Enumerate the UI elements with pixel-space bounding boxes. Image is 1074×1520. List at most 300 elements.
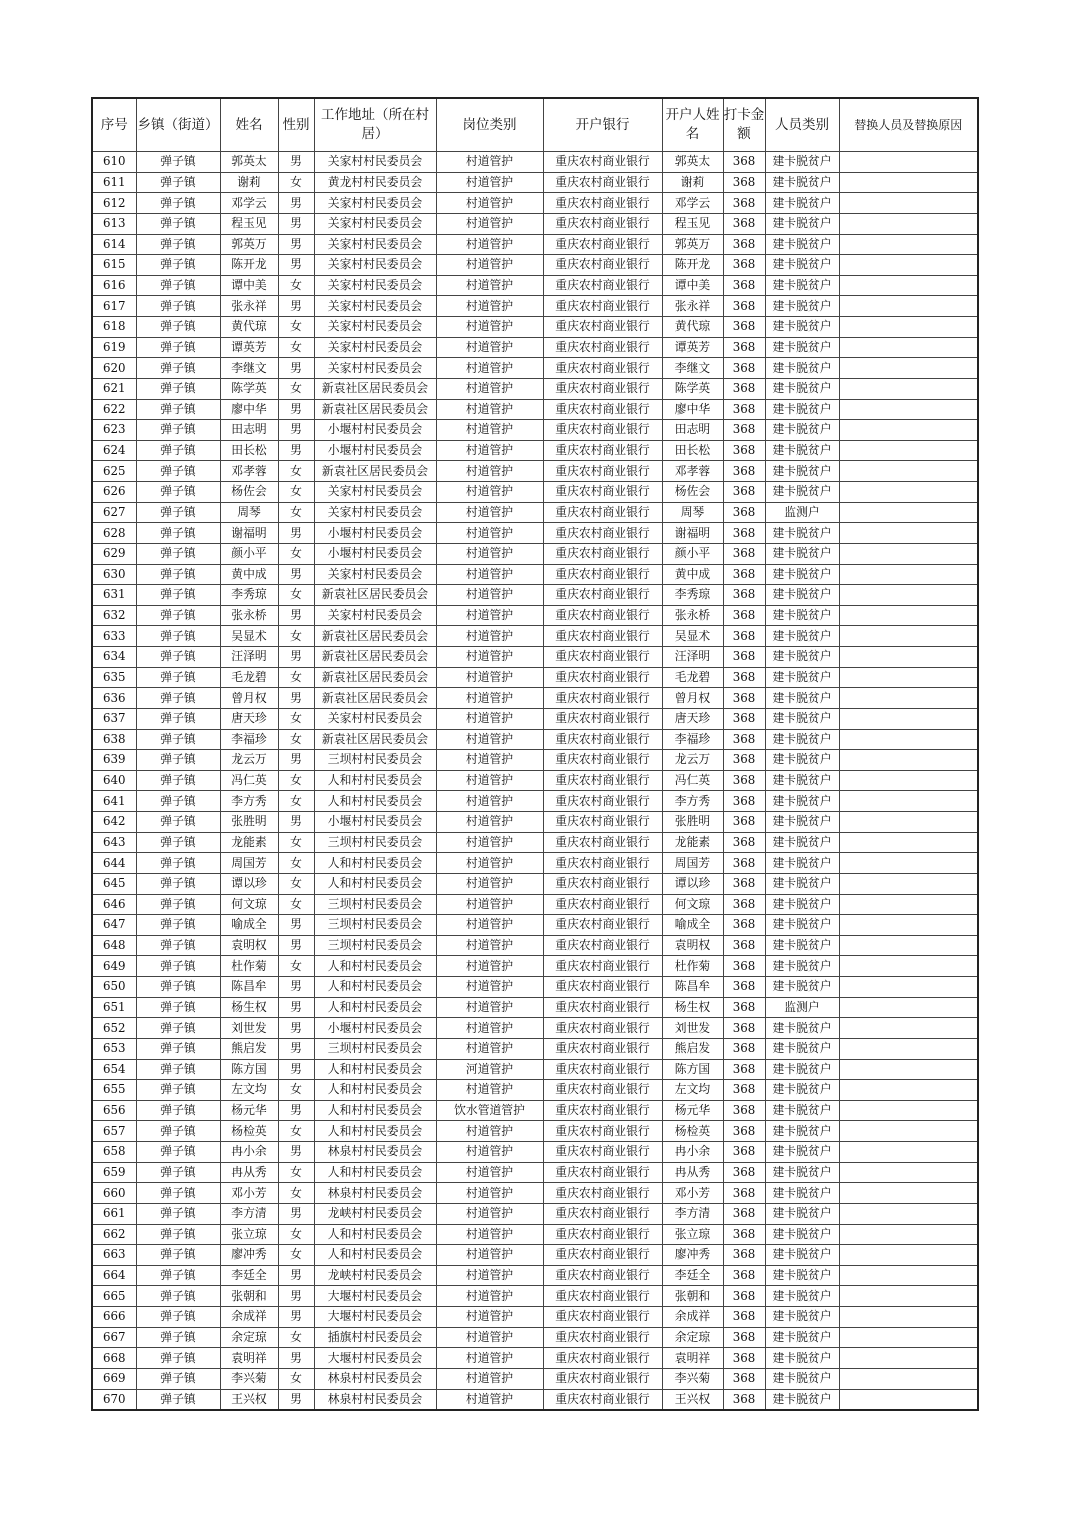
cell-index: 670 <box>92 1389 136 1410</box>
table-row <box>92 770 978 791</box>
cell-replacement <box>839 605 978 626</box>
cell-name: 杜作菊 <box>220 956 278 977</box>
cell-account-holder: 冉从秀 <box>662 1162 723 1183</box>
cell-post-type: 村道管护 <box>436 213 543 234</box>
cell-name: 颜小平 <box>220 543 278 564</box>
cell-account-holder: 杜作菊 <box>662 956 723 977</box>
cell-account-holder: 颜小平 <box>662 543 723 564</box>
cell-bank: 重庆农村商业银行 <box>543 1245 662 1266</box>
cell-address: 人和村村民委员会 <box>314 1224 436 1245</box>
cell-town: 弹子镇 <box>136 894 220 915</box>
cell-town: 弹子镇 <box>136 873 220 894</box>
cell-gender: 女 <box>278 543 314 564</box>
cell-town: 弹子镇 <box>136 1203 220 1224</box>
cell-post-type: 村道管护 <box>436 605 543 626</box>
cell-amount: 368 <box>723 1100 765 1121</box>
cell-category: 建卡脱贫户 <box>765 399 839 420</box>
cell-bank: 重庆农村商业银行 <box>543 1286 662 1307</box>
cell-category: 建卡脱贫户 <box>765 956 839 977</box>
cell-category: 建卡脱贫户 <box>765 337 839 358</box>
cell-town: 弹子镇 <box>136 152 220 173</box>
cell-town: 弹子镇 <box>136 915 220 936</box>
cell-town: 弹子镇 <box>136 708 220 729</box>
cell-bank: 重庆农村商业银行 <box>543 523 662 544</box>
cell-address: 人和村村民委员会 <box>314 873 436 894</box>
cell-bank: 重庆农村商业银行 <box>543 1100 662 1121</box>
cell-category: 建卡脱贫户 <box>765 378 839 399</box>
cell-account-holder: 张朝和 <box>662 1286 723 1307</box>
table-row <box>92 440 978 461</box>
cell-bank: 重庆农村商业银行 <box>543 667 662 688</box>
cell-category: 建卡脱贫户 <box>765 213 839 234</box>
cell-index: 613 <box>92 213 136 234</box>
cell-bank: 重庆农村商业银行 <box>543 482 662 503</box>
cell-bank: 重庆农村商业银行 <box>543 358 662 379</box>
cell-bank: 重庆农村商业银行 <box>543 915 662 936</box>
cell-amount: 368 <box>723 1286 765 1307</box>
cell-town: 弹子镇 <box>136 1368 220 1389</box>
cell-category: 建卡脱贫户 <box>765 977 839 998</box>
cell-replacement <box>839 317 978 338</box>
cell-gender: 男 <box>278 213 314 234</box>
cell-index: 642 <box>92 812 136 833</box>
table-row <box>92 915 978 936</box>
cell-post-type: 村道管护 <box>436 358 543 379</box>
cell-name: 汪泽明 <box>220 647 278 668</box>
cell-bank: 重庆农村商业银行 <box>543 770 662 791</box>
table-row <box>92 482 978 503</box>
cell-amount: 368 <box>723 296 765 317</box>
col-header-replacement: 替换人员及替换原因 <box>839 98 978 152</box>
cell-account-holder: 杨元华 <box>662 1100 723 1121</box>
cell-town: 弹子镇 <box>136 647 220 668</box>
cell-post-type: 村道管护 <box>436 440 543 461</box>
cell-address: 关家村村民委员会 <box>314 234 436 255</box>
cell-post-type: 村道管护 <box>436 1389 543 1410</box>
cell-post-type: 村道管护 <box>436 791 543 812</box>
cell-account-holder: 喻成全 <box>662 915 723 936</box>
cell-address: 关家村村民委员会 <box>314 564 436 585</box>
cell-town: 弹子镇 <box>136 1080 220 1101</box>
cell-gender: 男 <box>278 605 314 626</box>
cell-amount: 368 <box>723 523 765 544</box>
cell-address: 新袁社区居民委员会 <box>314 399 436 420</box>
cell-post-type: 村道管护 <box>436 585 543 606</box>
cell-name: 黄中成 <box>220 564 278 585</box>
cell-amount: 368 <box>723 832 765 853</box>
cell-name: 毛龙碧 <box>220 667 278 688</box>
cell-replacement <box>839 1224 978 1245</box>
cell-index: 659 <box>92 1162 136 1183</box>
col-header-post-type: 岗位类别 <box>436 98 543 152</box>
cell-index: 652 <box>92 1018 136 1039</box>
cell-amount: 368 <box>723 605 765 626</box>
cell-post-type: 村道管护 <box>436 420 543 441</box>
cell-town: 弹子镇 <box>136 853 220 874</box>
table-row <box>92 461 978 482</box>
cell-town: 弹子镇 <box>136 1224 220 1245</box>
cell-address: 关家村村民委员会 <box>314 708 436 729</box>
cell-amount: 368 <box>723 853 765 874</box>
cell-index: 654 <box>92 1059 136 1080</box>
cell-account-holder: 李廷全 <box>662 1265 723 1286</box>
cell-post-type: 村道管护 <box>436 647 543 668</box>
cell-address: 关家村村民委员会 <box>314 275 436 296</box>
cell-account-holder: 冯仁英 <box>662 770 723 791</box>
cell-category: 建卡脱贫户 <box>765 1224 839 1245</box>
cell-category: 建卡脱贫户 <box>765 1100 839 1121</box>
cell-category: 建卡脱贫户 <box>765 523 839 544</box>
col-header-bank: 开户银行 <box>543 98 662 152</box>
cell-amount: 368 <box>723 1245 765 1266</box>
cell-address: 人和村村民委员会 <box>314 1080 436 1101</box>
cell-bank: 重庆农村商业银行 <box>543 1183 662 1204</box>
cell-amount: 368 <box>723 358 765 379</box>
cell-category: 建卡脱贫户 <box>765 152 839 173</box>
cell-name: 廖冲秀 <box>220 1245 278 1266</box>
cell-index: 667 <box>92 1327 136 1348</box>
cell-account-holder: 张永祥 <box>662 296 723 317</box>
cell-name: 陈昌牟 <box>220 977 278 998</box>
cell-town: 弹子镇 <box>136 564 220 585</box>
cell-replacement <box>839 915 978 936</box>
cell-gender: 男 <box>278 255 314 276</box>
col-header-index: 序号 <box>92 98 136 152</box>
cell-gender: 女 <box>278 1121 314 1142</box>
cell-replacement <box>839 461 978 482</box>
cell-address: 人和村村民委员会 <box>314 1162 436 1183</box>
col-header-gender: 性别 <box>278 98 314 152</box>
cell-gender: 男 <box>278 1389 314 1410</box>
cell-category: 建卡脱贫户 <box>765 193 839 214</box>
cell-post-type: 村道管护 <box>436 543 543 564</box>
cell-address: 人和村村民委员会 <box>314 1059 436 1080</box>
cell-index: 629 <box>92 543 136 564</box>
cell-name: 熊启发 <box>220 1038 278 1059</box>
cell-category: 监测户 <box>765 502 839 523</box>
cell-bank: 重庆农村商业银行 <box>543 935 662 956</box>
table-row <box>92 626 978 647</box>
cell-bank: 重庆农村商业银行 <box>543 275 662 296</box>
cell-amount: 368 <box>723 1224 765 1245</box>
cell-post-type: 河道管护 <box>436 1059 543 1080</box>
cell-replacement <box>839 1265 978 1286</box>
table-row <box>92 1286 978 1307</box>
cell-category: 建卡脱贫户 <box>765 420 839 441</box>
cell-amount: 368 <box>723 956 765 977</box>
cell-bank: 重庆农村商业银行 <box>543 832 662 853</box>
cell-replacement <box>839 1038 978 1059</box>
cell-address: 新袁社区居民委员会 <box>314 585 436 606</box>
col-header-address: 工作地址（所在村居） <box>314 98 436 152</box>
cell-post-type: 村道管护 <box>436 770 543 791</box>
cell-replacement <box>839 1018 978 1039</box>
cell-name: 冯仁英 <box>220 770 278 791</box>
cell-name: 周国芳 <box>220 853 278 874</box>
cell-address: 三坝村村民委员会 <box>314 894 436 915</box>
cell-post-type: 村道管护 <box>436 1265 543 1286</box>
cell-post-type: 村道管护 <box>436 1162 543 1183</box>
table-row <box>92 234 978 255</box>
cell-amount: 368 <box>723 977 765 998</box>
cell-address: 人和村村民委员会 <box>314 956 436 977</box>
cell-account-holder: 黄中成 <box>662 564 723 585</box>
cell-address: 人和村村民委员会 <box>314 1100 436 1121</box>
cell-gender: 男 <box>278 812 314 833</box>
cell-account-holder: 邓学云 <box>662 193 723 214</box>
cell-address: 小堰村村民委员会 <box>314 543 436 564</box>
cell-replacement <box>839 502 978 523</box>
cell-bank: 重庆农村商业银行 <box>543 853 662 874</box>
cell-amount: 368 <box>723 647 765 668</box>
cell-post-type: 村道管护 <box>436 1286 543 1307</box>
cell-address: 人和村村民委员会 <box>314 853 436 874</box>
cell-index: 644 <box>92 853 136 874</box>
cell-replacement <box>839 1183 978 1204</box>
cell-amount: 368 <box>723 1183 765 1204</box>
cell-post-type: 村道管护 <box>436 1307 543 1328</box>
cell-category: 建卡脱贫户 <box>765 275 839 296</box>
cell-category: 建卡脱贫户 <box>765 440 839 461</box>
cell-town: 弹子镇 <box>136 1100 220 1121</box>
table-row <box>92 1059 978 1080</box>
cell-replacement <box>839 832 978 853</box>
cell-town: 弹子镇 <box>136 317 220 338</box>
table-row <box>92 1348 978 1369</box>
cell-amount: 368 <box>723 791 765 812</box>
cell-address: 关家村村民委员会 <box>314 358 436 379</box>
cell-replacement <box>839 543 978 564</box>
table-row <box>92 275 978 296</box>
cell-account-holder: 王兴权 <box>662 1389 723 1410</box>
cell-index: 615 <box>92 255 136 276</box>
cell-post-type: 村道管护 <box>436 234 543 255</box>
cell-gender: 女 <box>278 708 314 729</box>
cell-town: 弹子镇 <box>136 688 220 709</box>
table-row <box>92 605 978 626</box>
cell-gender: 女 <box>278 275 314 296</box>
cell-name: 唐天珍 <box>220 708 278 729</box>
table-row <box>92 1368 978 1389</box>
cell-bank: 重庆农村商业银行 <box>543 378 662 399</box>
cell-address: 三坝村村民委员会 <box>314 935 436 956</box>
cell-post-type: 村道管护 <box>436 337 543 358</box>
cell-address: 新袁社区居民委员会 <box>314 688 436 709</box>
cell-town: 弹子镇 <box>136 1038 220 1059</box>
table-row <box>92 543 978 564</box>
table-row <box>92 997 978 1018</box>
cell-name: 陈开龙 <box>220 255 278 276</box>
cell-amount: 368 <box>723 234 765 255</box>
table-row <box>92 1142 978 1163</box>
table-row <box>92 523 978 544</box>
cell-replacement <box>839 853 978 874</box>
table-row <box>92 1389 978 1410</box>
cell-gender: 男 <box>278 399 314 420</box>
cell-post-type: 村道管护 <box>436 1038 543 1059</box>
cell-replacement <box>839 1059 978 1080</box>
cell-town: 弹子镇 <box>136 812 220 833</box>
cell-amount: 368 <box>723 1389 765 1410</box>
cell-gender: 女 <box>278 1183 314 1204</box>
cell-category: 建卡脱贫户 <box>765 812 839 833</box>
cell-gender: 男 <box>278 234 314 255</box>
cell-index: 666 <box>92 1307 136 1328</box>
cell-name: 谭中美 <box>220 275 278 296</box>
cell-account-holder: 田志明 <box>662 420 723 441</box>
cell-name: 张立琼 <box>220 1224 278 1245</box>
cell-account-holder: 李兴菊 <box>662 1368 723 1389</box>
cell-name: 郭英万 <box>220 234 278 255</box>
cell-index: 635 <box>92 667 136 688</box>
cell-account-holder: 陈方国 <box>662 1059 723 1080</box>
cell-post-type: 村道管护 <box>436 812 543 833</box>
cell-index: 660 <box>92 1183 136 1204</box>
cell-account-holder: 郭英太 <box>662 152 723 173</box>
cell-account-holder: 毛龙碧 <box>662 667 723 688</box>
cell-amount: 368 <box>723 688 765 709</box>
cell-bank: 重庆农村商业银行 <box>543 605 662 626</box>
cell-category: 建卡脱贫户 <box>765 1245 839 1266</box>
cell-replacement <box>839 1162 978 1183</box>
cell-name: 程玉见 <box>220 213 278 234</box>
cell-name: 杨生权 <box>220 997 278 1018</box>
cell-address: 人和村村民委员会 <box>314 770 436 791</box>
cell-bank: 重庆农村商业银行 <box>543 213 662 234</box>
cell-index: 625 <box>92 461 136 482</box>
cell-bank: 重庆农村商业银行 <box>543 1080 662 1101</box>
cell-index: 616 <box>92 275 136 296</box>
cell-bank: 重庆农村商业银行 <box>543 1265 662 1286</box>
cell-gender: 女 <box>278 1368 314 1389</box>
cell-gender: 男 <box>278 440 314 461</box>
cell-bank: 重庆农村商业银行 <box>543 1224 662 1245</box>
cell-name: 龙云万 <box>220 750 278 771</box>
cell-town: 弹子镇 <box>136 1265 220 1286</box>
cell-bank: 重庆农村商业银行 <box>543 688 662 709</box>
cell-bank: 重庆农村商业银行 <box>543 564 662 585</box>
cell-gender: 女 <box>278 1080 314 1101</box>
cell-bank: 重庆农村商业银行 <box>543 1327 662 1348</box>
cell-category: 建卡脱贫户 <box>765 1307 839 1328</box>
table-row <box>92 172 978 193</box>
cell-bank: 重庆农村商业银行 <box>543 337 662 358</box>
cell-gender: 男 <box>278 997 314 1018</box>
cell-address: 小堰村村民委员会 <box>314 1018 436 1039</box>
cell-index: 647 <box>92 915 136 936</box>
cell-town: 弹子镇 <box>136 1059 220 1080</box>
table-row <box>92 708 978 729</box>
cell-gender: 男 <box>278 193 314 214</box>
cell-account-holder: 李方清 <box>662 1203 723 1224</box>
cell-bank: 重庆农村商业银行 <box>543 234 662 255</box>
cell-gender: 女 <box>278 770 314 791</box>
cell-replacement <box>839 399 978 420</box>
table-row <box>92 152 978 173</box>
cell-account-holder: 龙云万 <box>662 750 723 771</box>
cell-post-type: 村道管护 <box>436 626 543 647</box>
cell-name: 冉从秀 <box>220 1162 278 1183</box>
table-row <box>92 585 978 606</box>
cell-bank: 重庆农村商业银行 <box>543 1038 662 1059</box>
table-row <box>92 956 978 977</box>
cell-post-type: 村道管护 <box>436 378 543 399</box>
cell-bank: 重庆农村商业银行 <box>543 172 662 193</box>
cell-replacement <box>839 585 978 606</box>
cell-category: 建卡脱贫户 <box>765 1018 839 1039</box>
cell-account-holder: 郭英万 <box>662 234 723 255</box>
cell-post-type: 村道管护 <box>436 873 543 894</box>
cell-post-type: 村道管护 <box>436 1121 543 1142</box>
cell-name: 谭英芳 <box>220 337 278 358</box>
cell-replacement <box>839 647 978 668</box>
cell-account-holder: 陈学英 <box>662 378 723 399</box>
cell-category: 建卡脱贫户 <box>765 1080 839 1101</box>
cell-bank: 重庆农村商业银行 <box>543 894 662 915</box>
table-row <box>92 1245 978 1266</box>
cell-account-holder: 唐天珍 <box>662 708 723 729</box>
cell-address: 三坝村村民委员会 <box>314 750 436 771</box>
cell-post-type: 村道管护 <box>436 152 543 173</box>
cell-bank: 重庆农村商业银行 <box>543 1307 662 1328</box>
cell-amount: 368 <box>723 1327 765 1348</box>
table-row <box>92 812 978 833</box>
cell-post-type: 村道管护 <box>436 172 543 193</box>
table-row <box>92 873 978 894</box>
cell-name: 邓小芳 <box>220 1183 278 1204</box>
cell-index: 611 <box>92 172 136 193</box>
cell-index: 618 <box>92 317 136 338</box>
table-row <box>92 317 978 338</box>
col-header-account-holder: 开户人姓名 <box>662 98 723 152</box>
cell-replacement <box>839 873 978 894</box>
cell-bank: 重庆农村商业银行 <box>543 399 662 420</box>
table-row <box>92 358 978 379</box>
cell-category: 建卡脱贫户 <box>765 688 839 709</box>
cell-replacement <box>839 935 978 956</box>
table-row <box>92 564 978 585</box>
cell-post-type: 村道管护 <box>436 708 543 729</box>
cell-town: 弹子镇 <box>136 172 220 193</box>
cell-address: 关家村村民委员会 <box>314 502 436 523</box>
cell-category: 建卡脱贫户 <box>765 605 839 626</box>
cell-replacement <box>839 1121 978 1142</box>
cell-amount: 368 <box>723 626 765 647</box>
cell-index: 653 <box>92 1038 136 1059</box>
cell-account-holder: 张永桥 <box>662 605 723 626</box>
cell-category: 建卡脱贫户 <box>765 317 839 338</box>
cell-index: 626 <box>92 482 136 503</box>
cell-category: 建卡脱贫户 <box>765 1286 839 1307</box>
col-header-town: 乡镇（街道） <box>136 98 220 152</box>
table-row <box>92 193 978 214</box>
cell-amount: 368 <box>723 440 765 461</box>
cell-amount: 368 <box>723 337 765 358</box>
cell-index: 623 <box>92 420 136 441</box>
cell-replacement <box>839 172 978 193</box>
cell-gender: 女 <box>278 667 314 688</box>
cell-name: 周琴 <box>220 502 278 523</box>
cell-address: 小堰村村民委员会 <box>314 440 436 461</box>
cell-replacement <box>839 358 978 379</box>
cell-account-holder: 张立琼 <box>662 1224 723 1245</box>
cell-gender: 女 <box>278 956 314 977</box>
cell-category: 建卡脱贫户 <box>765 708 839 729</box>
cell-amount: 368 <box>723 812 765 833</box>
cell-account-holder: 何文琼 <box>662 894 723 915</box>
cell-index: 643 <box>92 832 136 853</box>
cell-address: 三坝村村民委员会 <box>314 915 436 936</box>
